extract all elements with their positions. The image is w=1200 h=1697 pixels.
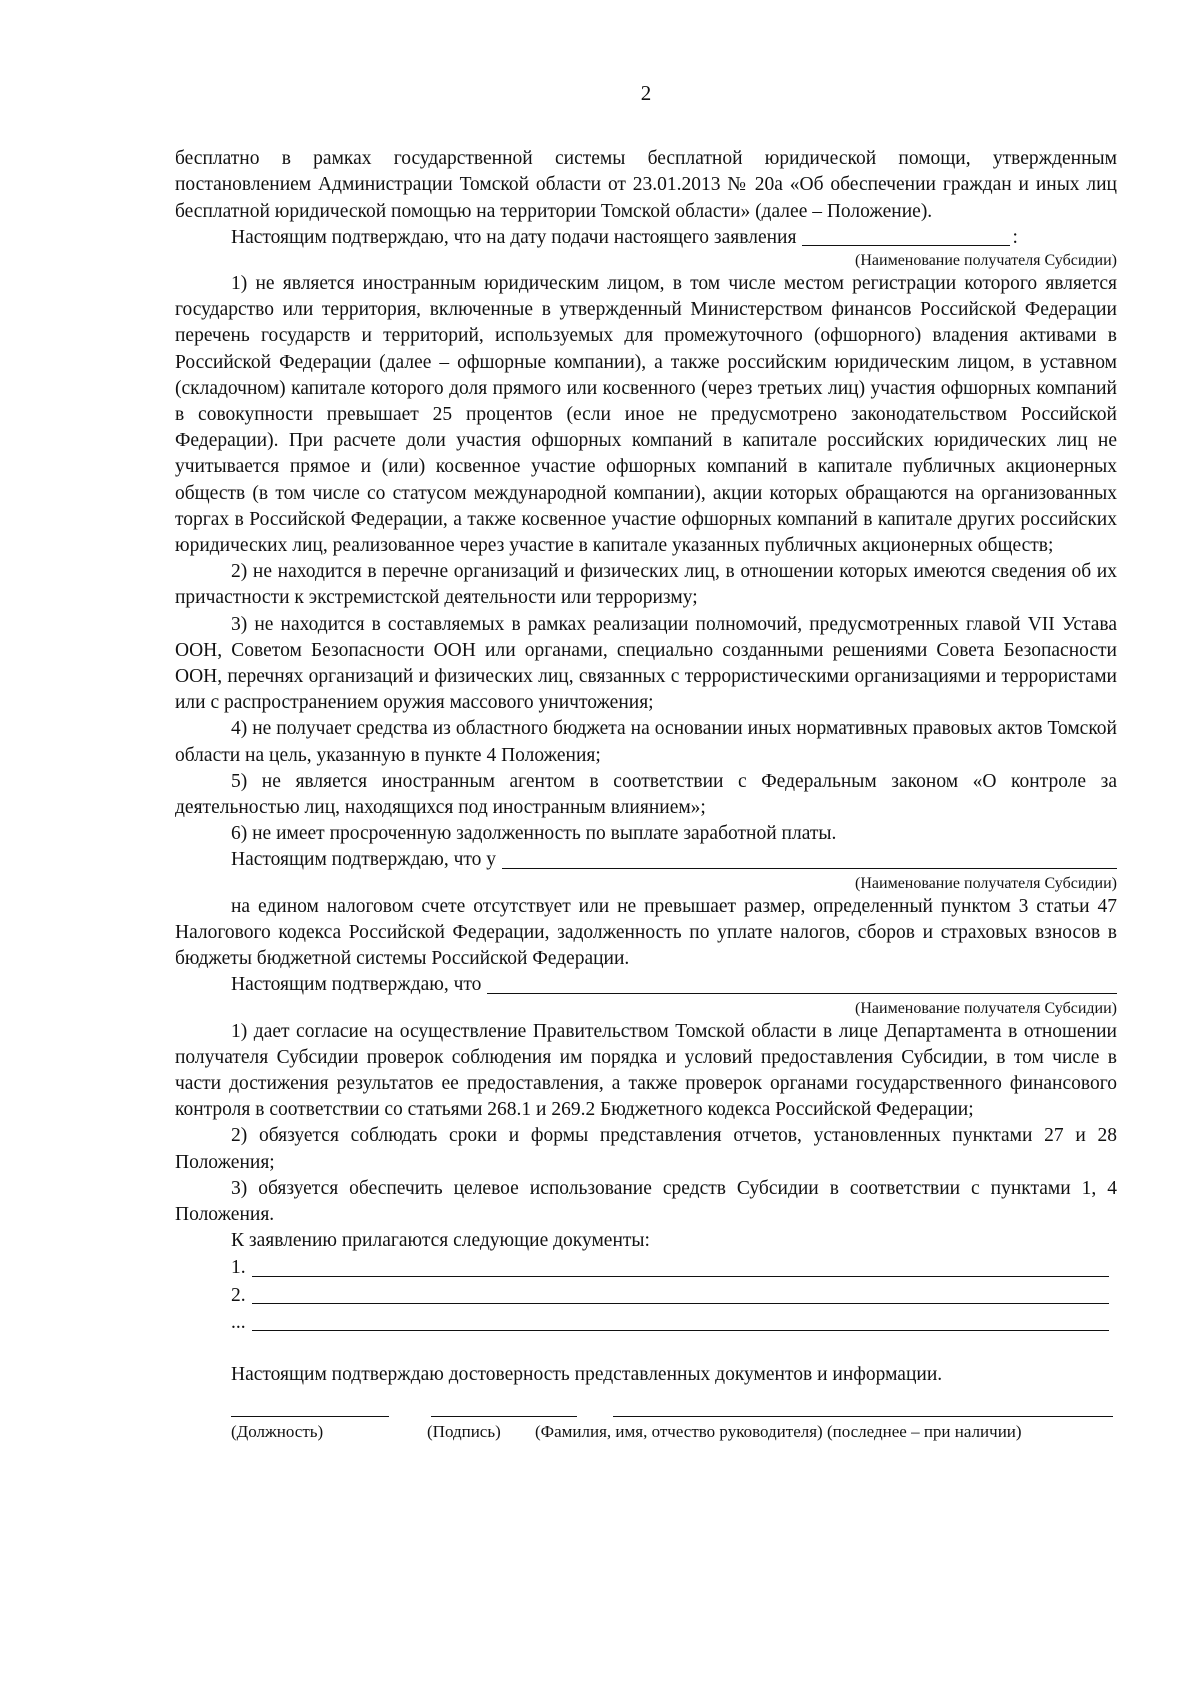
attachment-number: 1.	[231, 1257, 246, 1279]
list1-item-3: 3) не находится в составляемых в рамках реализации полномочий, предусмотренных главой VII Устава ООН, Советом Безопасности ООН или органами, специально созданными решениями Совета Безопасности ООН, перечнях организаций и физических лиц, связанных с террористическими организациями и террористами или с распространением оружия массового уничтожения;	[175, 613, 1117, 714]
tax-paragraph: на едином налоговом счете отсутствует или не превышает размер, определенный пунктом 3 статьи 47 Налогового кодекса Российской Федерации, задолженность по уплате налогов, сборов и страховых взносов в бюджеты бюджетной системы Российской Федерации.	[175, 895, 1117, 970]
confirm-row-3	[175, 972, 1117, 998]
recipient-caption-3: (Наименование получателя Субсидии)	[855, 999, 1117, 1017]
list1-item-1: 1) не является иностранным юридическим лицом, в том числе местом регистрации которого является государство или территория, включенные в утвержденный Министерством финансов Российской Федерации перечень государств и территорий, используемых для промежуточного (офшорного) владения активами в Российской Федерации (далее – офшорные компании), а также российским юридическим лицом, в уставном (складочном) капитале которого доля прямого или косвенного (через третьих лиц) участия офшорных компаний в совокупности превышает 25 процентов (если иное не предусмотрено законодательством Российской Федерации). При расчете доли участия офшорных компаний в капитале российских юридических лиц не учитывается прямое и (или) косвенное участие офшорных компаний в капитале публичных акционерных обществ (в том числе со статусом международной компании), акции которых обращаются на организованных торгах в Российской Федерации, а также косвенное участие офшорных компаний в капитале других российских юридических лиц, реализованное через участие в капитале указанных публичных акционерных обществ;	[175, 273, 1117, 557]
recipient-name-field-3[interactable]	[487, 975, 1117, 994]
list1-item-4: 4) не получает средства из областного бюджета на основании иных нормативных правовых актов Томской области на цель, указанную в пункте 4 Положения;	[175, 718, 1117, 766]
intro-paragraph: бесплатно в рамках государственной системы бесплатной юридической помощи, утвержденным постановлением Администрации Томской области от 23.01.2013 № 20а «Об обеспечении граждан и иных лиц бесплатной юридической помощью на территории Томской области» (далее – Положение).	[175, 148, 1117, 222]
spacer	[389, 1394, 431, 1417]
confirm-row-1	[175, 225, 1117, 251]
spacer	[577, 1394, 613, 1417]
confirm-label-2: Настоящим подтверждаю, что у	[231, 849, 497, 871]
list2-item-1: 1) дает согласие на осуществление Правительством Томской области в лице Департамента в отношении получателя Субсидии проверок соблюдения им порядка и условий предоставления Субсидии, в том числе в части достижения результатов ее предоставления, а также проверок органами государственного финансового контроля в соответствии со статьями 268.1 и 269.2 Бюджетного кодекса Российской Федерации;	[175, 1020, 1117, 1121]
confirm-row-2	[175, 847, 1117, 873]
recipient-caption-1: (Наименование получателя Субсидии)	[855, 252, 1117, 270]
spacer	[175, 1336, 1117, 1362]
attachment-field[interactable]	[252, 1258, 1109, 1277]
final-confirm: Настоящим подтверждаю достоверность представленных документов и информации.	[231, 1363, 943, 1385]
signature-caption: (Подпись)	[427, 1422, 501, 1442]
position-field[interactable]	[231, 1394, 389, 1417]
attachment-row	[175, 1255, 1117, 1281]
confirm-label-3: Настоящим подтверждаю, что	[231, 974, 482, 996]
list1-item-2: 2) не находится в перечне организаций и физических лиц, в отношении которых имеются сведения об их причастности к экстремистской деятельности или терроризму;	[175, 561, 1117, 609]
name-field[interactable]	[613, 1394, 1113, 1417]
list2-item-2: 2) обязуется соблюдать сроки и формы представления отчетов, установленных пунктами 27 и 28 Положения;	[175, 1125, 1117, 1173]
attachment-field[interactable]	[252, 1285, 1109, 1304]
list2-item-3: 3) обязуется обеспечить целевое использование средств Субсидии в соответствии с пунктами 1, 4 Положения.	[175, 1177, 1117, 1225]
confirm-label-1: Настоящим подтверждаю, что на дату подачи настоящего заявления	[231, 226, 797, 248]
document-page	[175, 80, 1117, 1445]
list1-item-6: 6) не имеет просроченную задолженность по выплате заработной платы.	[231, 823, 837, 845]
recipient-caption-2: (Наименование получателя Субсидии)	[855, 874, 1117, 892]
attachment-field[interactable]	[252, 1312, 1109, 1331]
name-caption: (Фамилия, имя, отчество руководителя) (последнее – при наличии)	[535, 1422, 1022, 1442]
attachments-title: К заявлению прилагаются следующие документы:	[231, 1230, 650, 1252]
attachment-number: 2.	[231, 1284, 246, 1306]
attachment-number: ...	[231, 1311, 246, 1333]
position-caption: (Должность)	[231, 1422, 324, 1442]
attachment-row	[175, 1283, 1117, 1309]
page-number: 2	[640, 81, 652, 105]
confirm-colon: :	[1012, 226, 1018, 248]
recipient-name-field-2[interactable]	[502, 850, 1117, 869]
signature-lines	[175, 1394, 1117, 1417]
list1-item-5: 5) не является иностранным агентом в соответствии с Федеральным законом «О контроле за деятельностью лиц, находящихся под иностранным влиянием»;	[175, 770, 1117, 819]
attachment-row	[175, 1310, 1117, 1336]
signature-captions	[175, 1419, 1117, 1445]
signature-field[interactable]	[431, 1394, 577, 1417]
recipient-name-field-1[interactable]	[802, 227, 1010, 246]
